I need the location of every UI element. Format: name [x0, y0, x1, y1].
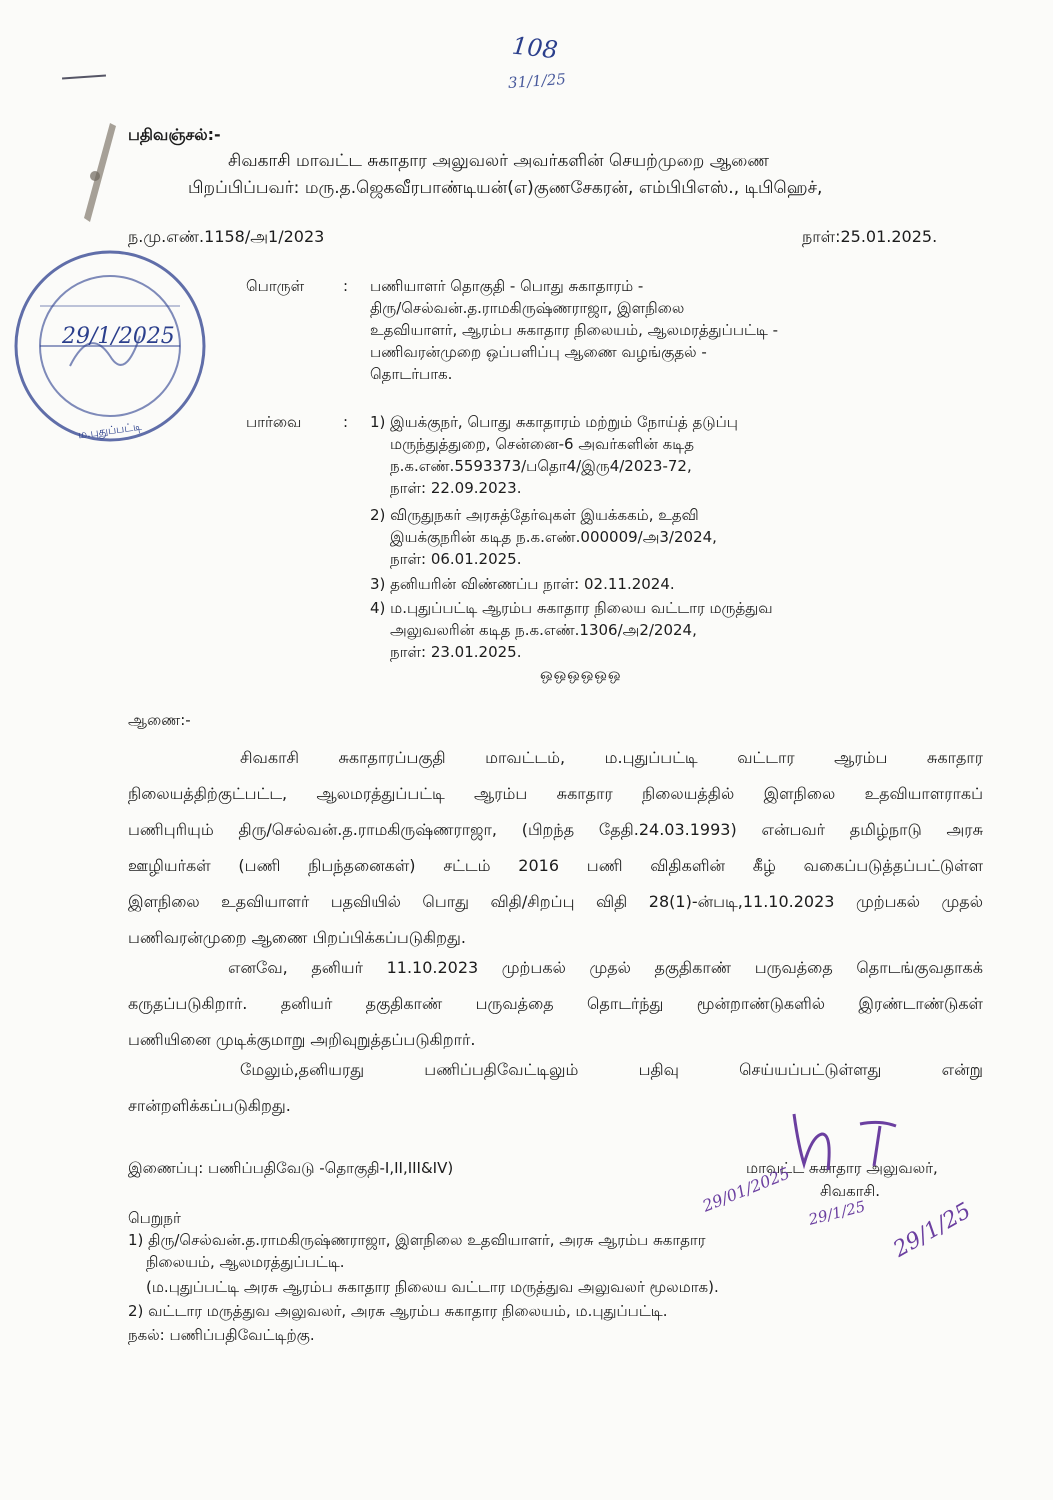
pin-mark-icon: [70, 118, 130, 228]
signatory-place: சிவகாசி.: [820, 1182, 881, 1200]
subject-line-5: தொடர்பாக.: [370, 365, 453, 383]
handwritten-date-note: 29/1/25: [806, 1197, 868, 1229]
reference-item: நாள்: 22.09.2023.: [390, 479, 522, 497]
stamp-place: ம.புதுப்பட்டி: [77, 419, 143, 442]
paragraph-line: நிலையத்திற்குட்பட்ட, ஆலமரத்துப்பட்டி ஆரம்ப சுகாதார நிலையத்தில் இளநிலை உதவியாளராகப்: [128, 784, 983, 803]
reference-item: மருந்துத்துறை, சென்னை-6 அவர்களின் கடித: [390, 435, 694, 453]
handwritten-initial-note: 29/1/25: [889, 1198, 976, 1263]
office-stamp: [10, 246, 210, 446]
paragraph-line: இளநிலை உதவியாளர் பதவியில் பொது விதி/சிறப்பு விதி 28(1)-ன்படி,11.10.2023 முற்பகல் முதல்: [128, 892, 983, 911]
paragraph-line: பணிவரன்முறை ஆணை பிறப்பிக்கப்படுகிறது.: [128, 928, 467, 947]
reference-item: 1) இயக்குநர், பொது சுகாதாரம் மற்றும் நோய்த் தடுப்பு: [370, 413, 738, 431]
reference-item: இயக்குநரின் கடித ந.க.எண்.000009/அ3/2024,: [390, 528, 717, 546]
reference-label: பார்வை: [246, 413, 302, 431]
reference-item: 4) ம.புதுப்பட்டி ஆரம்ப சுகாதார நிலைய வட்டார மருத்துவ: [370, 599, 773, 617]
order-title: சிவகாசி மாவட்ட சுகாதார அலுவலர் அவர்களின் செயற்முறை ஆணை: [228, 151, 769, 171]
order-label: ஆணை:-: [128, 711, 191, 729]
paragraph-line: பணிபுரியும் திரு/செல்வன்.த.ராமகிருஷ்ணராஜா, (பிறந்த தேதி.24.03.1993) என்பவர் தமிழ்நாடு அரசு: [128, 820, 983, 839]
recipient-line: 1) திரு/செல்வன்.த.ராமகிருஷ்ணராஜா, இளநிலை உதவியாளர், அரசு ஆரம்ப சுகாதார: [128, 1231, 706, 1249]
subject-label: பொருள்: [246, 277, 305, 295]
recipients-label: பெறுநர்: [128, 1209, 181, 1227]
separator-ornament: ஒஒஒஒஒஒ: [540, 665, 622, 683]
copy-to-line: நகல்: பணிப்பதிவேட்டிற்கு.: [128, 1326, 315, 1344]
order-paragraph-2: [128, 950, 983, 1058]
reference-number: ந.மு.எண்.1158/அ1/2023: [128, 227, 325, 246]
paragraph-line: ஊழியர்கள் (பணி நிபந்தனைகள்) சட்டம் 2016 பணி விதிகளின் கீழ் வகைப்படுத்தப்பட்டுள்ள: [128, 856, 983, 875]
stamp-date: 29/1/2025: [62, 324, 175, 349]
recipient-line: நிலையம், ஆலமரத்துப்பட்டி.: [146, 1253, 345, 1271]
handwritten-receipt-note: 29/01/2025: [699, 1163, 793, 1216]
reference-colon: :: [343, 413, 349, 431]
paragraph-line: பணியினை முடிக்குமாறு அறிவுறுத்தப்படுகிறார்.: [128, 1030, 476, 1049]
reference-item: அலுவலரின் கடித ந.க.எண்.1306/அ2/2024,: [390, 621, 697, 639]
recipient-line: 2) வட்டார மருத்துவ அலுவலர், அரசு ஆரம்ப சுகாதார நிலையம், ம.புதுப்பட்டி.: [128, 1302, 668, 1320]
order-date: நாள்:25.01.2025.: [802, 227, 938, 246]
order-paragraph-3: [128, 1052, 983, 1124]
ink-mark: [62, 74, 106, 79]
subject-line-1: பணியாளர் தொகுதி - பொது சுகாதாரம் -: [370, 277, 644, 295]
recipient-line: (ம.புதுப்பட்டி அரசு ஆரம்ப சுகாதார நிலைய வட்டார மருத்துவ அலுவலர் மூலமாக).: [146, 1278, 719, 1296]
paragraph-line: மேலும்,தனியரது பணிப்பதிவேட்டிலும் பதிவு செய்யப்பட்டுள்ளது என்று: [240, 1060, 983, 1079]
subject-line-4: பணிவரன்முறை ஒப்பளிப்பு ஆணை வழங்குதல் -: [370, 343, 707, 361]
stamp-circle-icon: [10, 246, 210, 446]
subject-colon: :: [343, 277, 349, 295]
order-paragraph-1: [128, 740, 983, 956]
reference-item: 3) தனியரின் விண்ணப்ப நாள்: 02.11.2024.: [370, 575, 675, 593]
reference-item: 2) விருதுநகர் அரசுத்தேர்வுகள் இயக்ககம், உதவி: [370, 506, 699, 524]
reference-item: நாள்: 06.01.2025.: [390, 550, 522, 568]
paragraph-line: சான்றளிக்கப்படுகிறது.: [128, 1096, 291, 1115]
handwritten-file-date: 31/1/25: [507, 70, 567, 92]
subject-line-3: உதவியாளர், ஆரம்ப சுகாதார நிலையம், ஆலமரத்துப்பட்டி -: [370, 321, 779, 339]
enclosure-line: இணைப்பு: பணிப்பதிவேடு -தொகுதி-I,II,III&IV): [128, 1159, 454, 1177]
signatory-designation: மாவட்ட சுகாதார அலுவலர்,: [746, 1159, 938, 1177]
issuer-line: பிறப்பிப்பவர்: மரு.த.ஜெகவீரபாண்டியன்(எ)குணசேகரன், எம்பிபிஎஸ்., டிபிஹெச்,: [188, 178, 823, 198]
paragraph-line: கருதப்படுகிறார். தனியர் தகுதிகாண் பருவத்தை தொடர்ந்து மூன்றாண்டுகளில் இரண்டாண்டுகள்: [128, 994, 983, 1013]
subject-line-2: திரு/செல்வன்.த.ராமகிருஷ்ணராஜா, இளநிலை: [370, 299, 685, 317]
reference-item: ந.க.எண்.5593373/பதொ4/இரு4/2023-72,: [390, 457, 692, 475]
handwritten-file-number: 108: [510, 31, 560, 65]
paragraph-line: சிவகாசி சுகாதாரப்பகுதி மாவட்டம், ம.புதுப்பட்டி வட்டார ஆரம்ப சுகாதார: [240, 748, 983, 767]
paragraph-line: எனவே, தனியர் 11.10.2023 முற்பகல் முதல் தகுதிகாண் பருவத்தை தொடங்குவதாகக்: [228, 958, 983, 977]
reference-item: நாள்: 23.01.2025.: [390, 643, 522, 661]
registered-post-label: பதிவஞ்சல்:-: [128, 125, 221, 144]
